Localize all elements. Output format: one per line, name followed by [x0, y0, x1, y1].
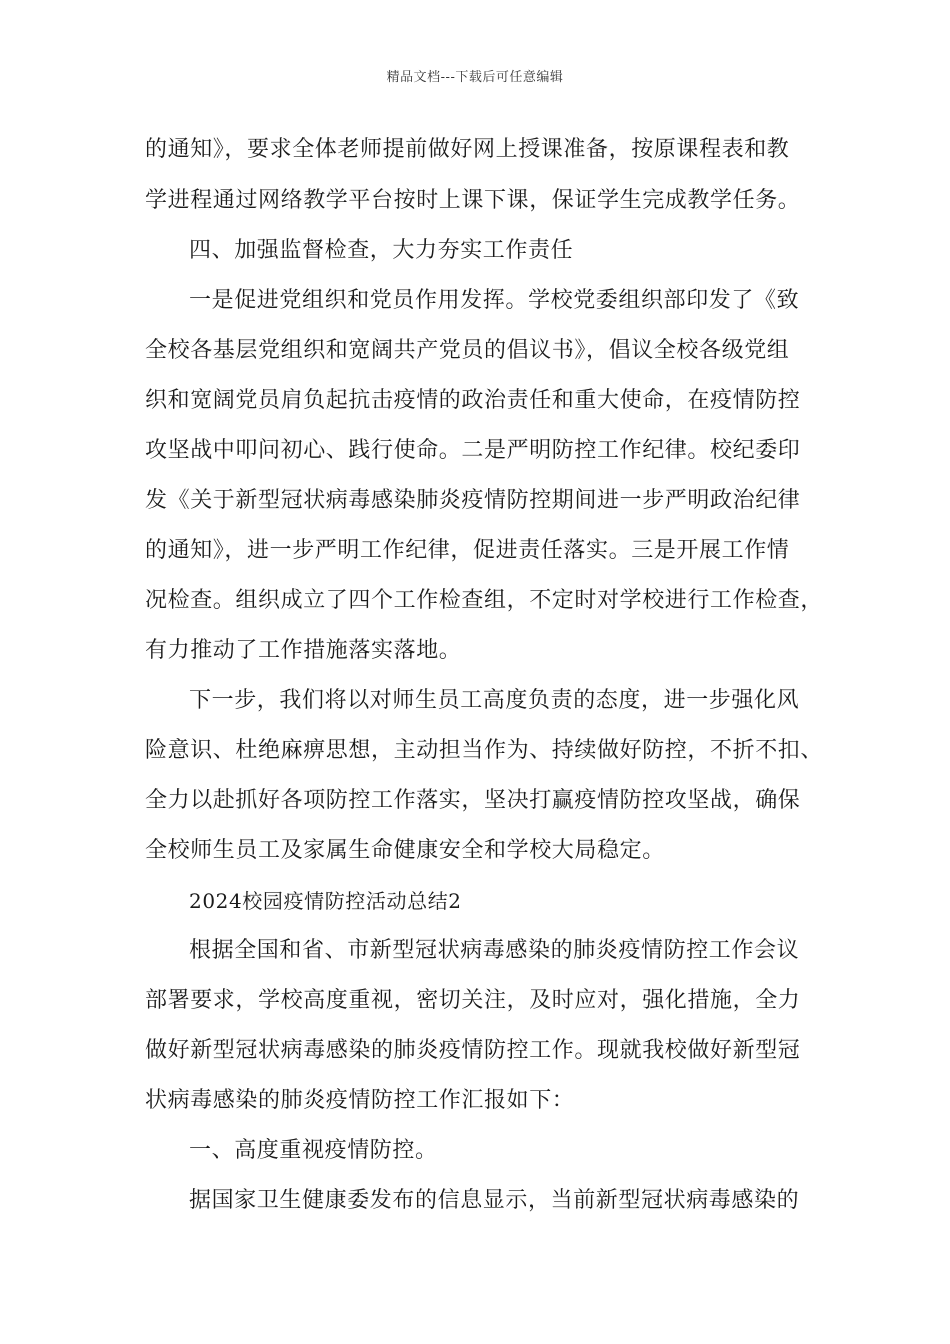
text-line: 的通知》，要求全体老师提前做好网上授课准备，按原课程表和教	[145, 137, 790, 162]
text-line: 根据全国和省、市新型冠状病毒感染的肺炎疫情防控工作会议	[189, 938, 800, 963]
text-line: 下一步，我们将以对师生员工高度负责的态度，进一步强化风	[189, 688, 800, 713]
text-line: 做好新型冠状病毒感染的肺炎疫情防控工作。现就我校做好新型冠	[145, 1038, 801, 1063]
text-line: 一是促进党组织和党员作用发挥。学校党委组织部印发了《致	[189, 288, 800, 313]
text-line: 状病毒感染的肺炎疫情防控工作汇报如下：	[145, 1088, 575, 1113]
section-title: 2024校园疫情防控活动总结2	[189, 889, 462, 913]
text-line: 全力以赴抓好各项防控工作落实，坚决打赢疫情防控攻坚战，确保	[145, 788, 801, 813]
page-header: 精品文档---下载后可任意编辑	[386, 70, 564, 85]
text-line: 部署要求，学校高度重视，密切关注，及时应对，强化措施，全力	[145, 988, 801, 1013]
text-line: 织和宽阔党员肩负起抗击疫情的政治责任和重大使命，在疫情防控	[145, 388, 801, 413]
text-line: 攻坚战中叩问初心、践行使命。二是严明防控工作纪律。校纪委印	[145, 438, 801, 463]
text-line: 的通知》，进一步严明工作纪律，促进责任落实。三是开展工作情	[145, 538, 790, 563]
text-line: 险意识、杜绝麻痹思想，主动担当作为、持续做好防控，不折不扣、	[145, 738, 824, 763]
text-line: 发《关于新型冠状病毒感染肺炎疫情防控期间进一步严明政治纪律	[145, 488, 801, 513]
section-heading: 一、高度重视疫情防控。	[189, 1138, 438, 1163]
text-line: 据国家卫生健康委发布的信息显示，当前新型冠状病毒感染的	[189, 1188, 800, 1213]
text-line: 况检查。组织成立了四个工作检查组，不定时对学校进行工作检查，	[145, 588, 824, 613]
section-heading: 四、加强监督检查，大力夯实工作责任	[189, 238, 574, 263]
text-line: 全校师生员工及家属生命健康安全和学校大局稳定。	[145, 838, 665, 863]
text-line: 有力推动了工作措施落实落地。	[145, 638, 462, 663]
text-line: 学进程通过网络教学平台按时上课下课，保证学生完成教学任务。	[145, 188, 801, 213]
text-line: 全校各基层党组织和宽阔共产党员的倡议书》，倡议全校各级党组	[145, 338, 790, 363]
